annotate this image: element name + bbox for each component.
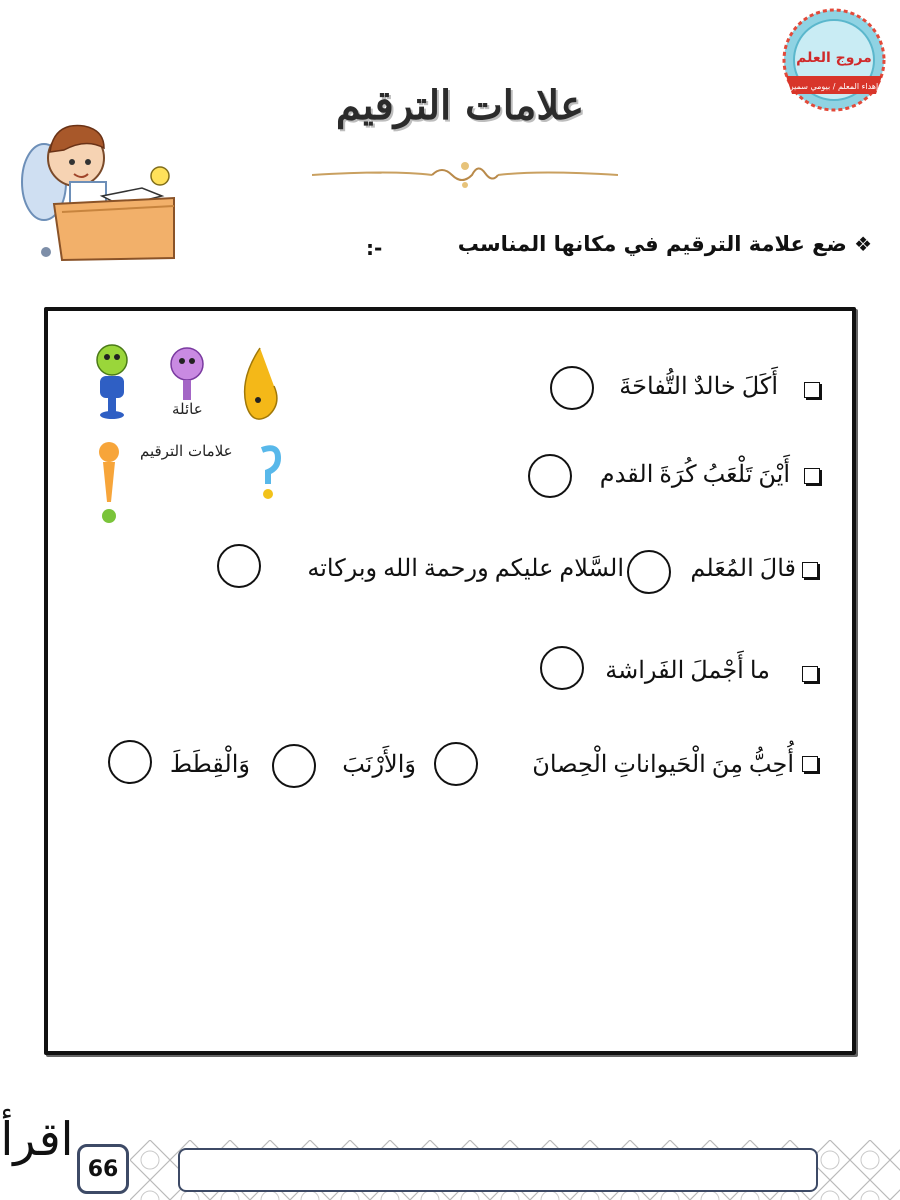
sentence-text-part3: وَالْقِطَطَ [169, 752, 250, 778]
sentence-text-part2: السَّلام عليكم ورحمة الله وبركاته [307, 556, 624, 582]
logo-ribbon-text: إهداء المعلم / بيومي سمير [789, 82, 879, 91]
sentence-text-part1: أُحِبُّ مِنَ الْحَيواناتِ الْحِصانَ [532, 752, 794, 778]
sentence-row-3 [215, 544, 830, 594]
answer-circle[interactable] [540, 646, 584, 690]
instruction-suffix: :- [366, 236, 383, 260]
exercise-instruction [440, 232, 872, 256]
checkbox-icon[interactable] [804, 382, 820, 398]
punctuation-characters-art [90, 338, 290, 538]
checkbox-icon[interactable] [802, 562, 818, 578]
sentence-row-1 [540, 362, 830, 412]
answer-circle[interactable] [217, 544, 261, 588]
brand-logo-seal [778, 6, 890, 118]
checkbox-icon[interactable] [802, 666, 818, 682]
page-number: 66 [77, 1144, 129, 1194]
punctuation-mascots-icon [90, 338, 290, 538]
title-ornament [312, 158, 618, 192]
sentence-row-4 [538, 646, 830, 696]
instruction-text: ضع علامة الترقيم في مكانها المناسب [457, 232, 847, 256]
art-label-family: عائلة [172, 400, 203, 418]
sentence-text: ما أَجْملَ الفَراشة [605, 658, 770, 684]
sentence-row-2 [525, 450, 830, 500]
art-label-punctuation: علامات الترقيم [140, 442, 233, 460]
page-title: علامات الترقيم [335, 82, 585, 129]
bullet-diamond-icon: ❖ [854, 232, 872, 256]
boy-studying-illustration [14, 112, 184, 262]
footer-bar [178, 1148, 818, 1192]
answer-circle[interactable] [627, 550, 671, 594]
answer-circle[interactable] [272, 744, 316, 788]
answer-circle[interactable] [528, 454, 572, 498]
answer-circle[interactable] [434, 742, 478, 786]
checkbox-icon[interactable] [802, 756, 818, 772]
logo-brand-text: مروج العلم [796, 50, 872, 66]
sentence-text-part2: وَالأَرْنَبَ [342, 752, 416, 778]
checkbox-icon[interactable] [804, 468, 820, 484]
sentence-text: أَكَلَ خالدٌ التُّفاحَةَ [619, 374, 778, 400]
sentence-text-part1: قالَ المُعَلم [690, 556, 796, 582]
sentence-text: أَيْنَ تَلْعَبُ كُرَةَ القدم [599, 462, 790, 488]
answer-circle[interactable] [550, 366, 594, 410]
iqra-calligraphy: اقرأ [0, 1112, 74, 1166]
sentence-row-5 [106, 740, 830, 790]
answer-circle[interactable] [108, 740, 152, 784]
